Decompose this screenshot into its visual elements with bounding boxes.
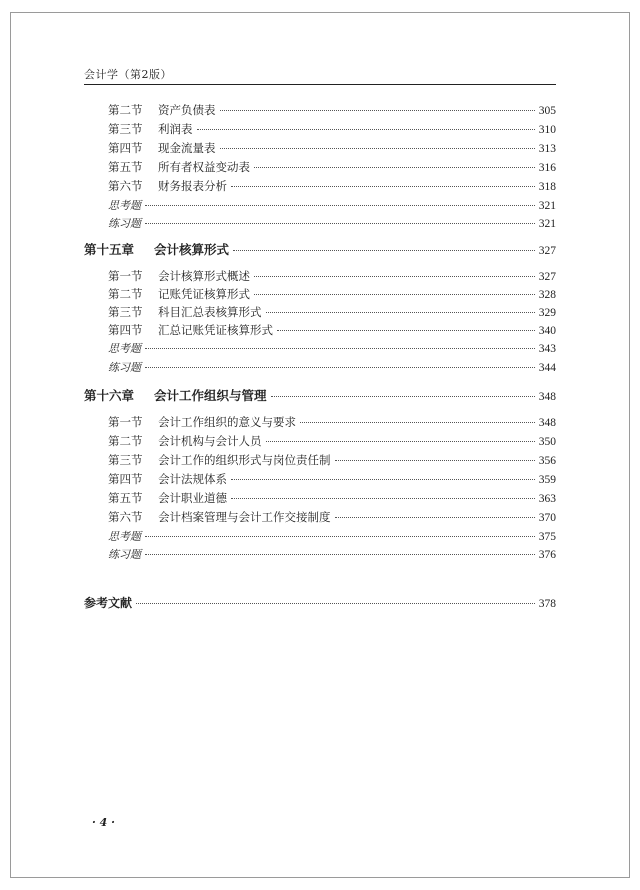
section-number: 第五节	[108, 160, 143, 174]
page-number: 310	[538, 124, 556, 136]
toc-chapter[interactable]	[84, 240, 556, 258]
toc-entry[interactable]	[108, 304, 556, 320]
toc-entry[interactable]	[108, 509, 556, 525]
dot-leader	[266, 441, 535, 442]
section-number: 第四节	[108, 323, 143, 337]
dot-leader	[145, 536, 535, 537]
section-number: 第二节	[108, 287, 143, 301]
dot-leader	[145, 367, 535, 368]
dot-leader	[300, 422, 535, 423]
entry-title: 财务报表分析	[158, 179, 227, 193]
toc-entry[interactable]	[108, 215, 556, 231]
dot-leader	[197, 129, 535, 130]
entry-title: 科目汇总表核算形式	[158, 305, 262, 319]
page-number: 329	[538, 307, 556, 319]
page-number: 359	[538, 474, 556, 486]
page-number: 363	[538, 493, 556, 505]
section-number: 第二节	[108, 434, 143, 448]
entry-title: 汇总记账凭证核算形式	[158, 323, 273, 337]
dot-leader	[231, 186, 535, 187]
section-number: 第三节	[108, 122, 143, 136]
chapter-number: 第十六章	[84, 388, 135, 403]
header-rule	[84, 84, 556, 85]
page-number: 348	[538, 391, 556, 403]
section-number: 第六节	[108, 510, 143, 524]
entry-title: 思考题	[108, 342, 141, 355]
page-number: 313	[538, 143, 556, 155]
dot-leader	[145, 223, 535, 224]
toc-entry[interactable]	[108, 433, 556, 449]
entry-title: 利润表	[158, 122, 193, 136]
toc-entry[interactable]	[108, 322, 556, 338]
chapter-number: 第十五章	[84, 242, 135, 257]
page-number: 376	[538, 549, 556, 561]
page-number: 348	[538, 417, 556, 429]
dot-leader	[145, 205, 535, 206]
page-number: 318	[538, 181, 556, 193]
toc-references[interactable]	[84, 594, 556, 611]
section-number: 第一节	[108, 269, 143, 283]
toc-entry[interactable]	[108, 286, 556, 302]
entry-title: 会计工作的组织形式与岗位责任制	[158, 453, 331, 467]
page-number: 321	[538, 200, 556, 212]
dot-leader	[145, 348, 535, 349]
page-number: 356	[538, 455, 556, 467]
entry-title: 会计职业道德	[158, 491, 227, 505]
toc-entry[interactable]	[108, 452, 556, 468]
entry-title: 所有者权益变动表	[158, 160, 250, 174]
page-number: 327	[538, 271, 556, 283]
entry-title: 练习题	[108, 217, 141, 230]
dot-leader	[277, 330, 535, 331]
toc-entry[interactable]	[108, 340, 556, 356]
entry-title: 会计核算形式概述	[158, 269, 250, 283]
page-number: 378	[538, 598, 556, 610]
dot-leader	[266, 312, 535, 313]
section-number: 第六节	[108, 179, 143, 193]
running-header: 会计学（第2版）	[84, 68, 172, 81]
entry-title: 思考题	[108, 199, 141, 212]
dot-leader	[145, 554, 535, 555]
toc-entry[interactable]	[108, 359, 556, 375]
toc-entry[interactable]	[108, 490, 556, 506]
section-number: 第四节	[108, 141, 143, 155]
toc-entry[interactable]	[108, 159, 556, 175]
dot-leader	[254, 294, 535, 295]
page-number: 328	[538, 289, 556, 301]
entry-title: 练习题	[108, 361, 141, 374]
dot-leader	[220, 110, 535, 111]
page-number: 321	[538, 218, 556, 230]
entry-title: 会计机构与会计人员	[158, 434, 262, 448]
page-number: 316	[538, 162, 556, 174]
toc-chapter[interactable]	[84, 386, 556, 404]
dot-leader	[335, 517, 535, 518]
page-number: 370	[538, 512, 556, 524]
dot-leader	[231, 479, 535, 480]
section-number: 第四节	[108, 472, 143, 486]
chapter-title: 会计核算形式	[154, 242, 230, 257]
toc-entry[interactable]	[108, 546, 556, 562]
dot-leader	[254, 167, 535, 168]
entry-title: 会计档案管理与会计工作交接制度	[158, 510, 331, 524]
toc-entry[interactable]	[108, 414, 556, 430]
toc-entry[interactable]	[108, 102, 556, 118]
dot-leader	[271, 396, 535, 397]
page-number: 340	[538, 325, 556, 337]
entry-title: 会计工作组织的意义与要求	[158, 415, 296, 429]
entry-title: 会计法规体系	[158, 472, 227, 486]
page-folio: · 4 ·	[92, 816, 115, 829]
toc-entry[interactable]	[108, 268, 556, 284]
section-number: 第一节	[108, 415, 143, 429]
entry-title: 资产负债表	[158, 103, 216, 117]
toc-entry[interactable]	[108, 197, 556, 213]
section-number: 第五节	[108, 491, 143, 505]
section-number: 第三节	[108, 305, 143, 319]
dot-leader	[231, 498, 535, 499]
entry-title: 参考文献	[84, 596, 133, 610]
chapter-title: 会计工作组织与管理	[154, 388, 267, 403]
toc-entry[interactable]	[108, 528, 556, 544]
dot-leader	[220, 148, 535, 149]
entry-title: 思考题	[108, 530, 141, 543]
entry-title: 记账凭证核算形式	[158, 287, 250, 301]
section-number: 第三节	[108, 453, 143, 467]
page-number: 343	[538, 343, 556, 355]
page-number: 305	[538, 105, 556, 117]
page-number: 344	[538, 362, 556, 374]
toc-entry[interactable]	[108, 121, 556, 137]
dot-leader	[136, 603, 535, 604]
section-number: 第二节	[108, 103, 143, 117]
dot-leader	[254, 276, 535, 277]
page-number: 327	[538, 245, 556, 257]
entry-title: 现金流量表	[158, 141, 216, 155]
toc-entry[interactable]	[108, 471, 556, 487]
page-number: 375	[538, 531, 556, 543]
page-number: 350	[538, 436, 556, 448]
entry-title: 练习题	[108, 548, 141, 561]
toc-entry[interactable]	[108, 140, 556, 156]
toc-entry[interactable]	[108, 178, 556, 194]
dot-leader	[233, 250, 535, 251]
dot-leader	[335, 460, 535, 461]
